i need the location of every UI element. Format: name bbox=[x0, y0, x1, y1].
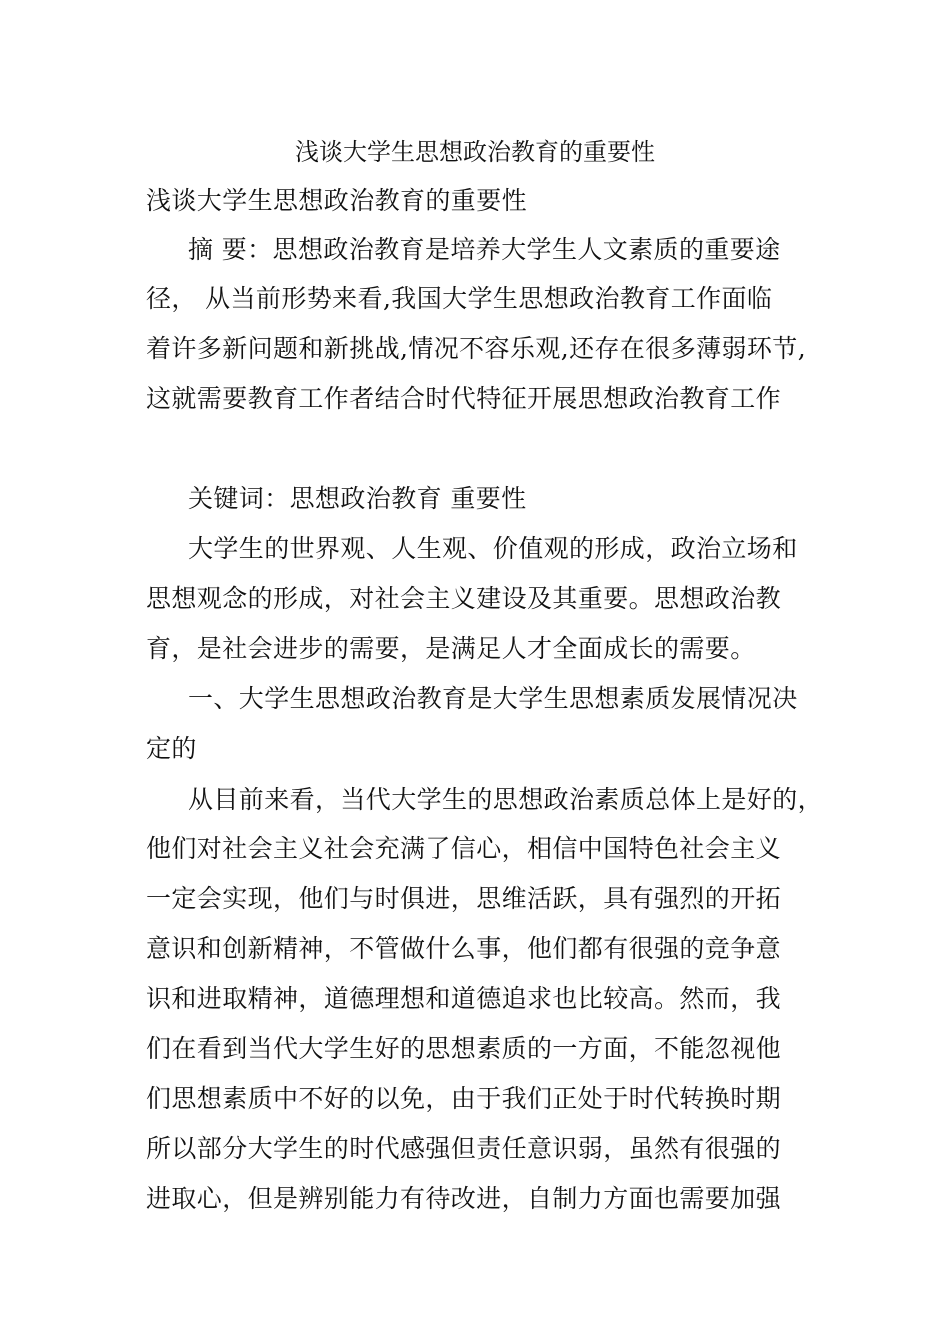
intro-line: 育，是社会进步的需要，是满足人才全面成长的需要。 bbox=[146, 634, 756, 663]
body-line: 进取心，但是辨别能力有待改进，自制力方面也需要加强 bbox=[146, 1184, 782, 1213]
document-title: 浅谈大学生思想政治教育的重要性 bbox=[295, 138, 655, 166]
section-heading-line: 一、大学生思想政治教育是大学生思想素质发展情况决 bbox=[188, 684, 798, 713]
body-line: 意识和创新精神，不管做什么事，他们都有很强的竞争意 bbox=[146, 934, 782, 963]
body-line: 一定会实现，他们与时俱进，思维活跃，具有强烈的开拓 bbox=[146, 884, 782, 913]
abstract-line: 这就需要教育工作者结合时代特征开展思想政治教育工作 bbox=[146, 384, 782, 413]
body-line: 识和进取精神，道德理想和道德追求也比较高。然而，我 bbox=[146, 984, 782, 1013]
abstract-line: 摘 要：思想政治教育是培养大学生人文素质的重要途 bbox=[188, 235, 781, 264]
body-line: 们在看到当代大学生好的思想素质的一方面，不能忽视他 bbox=[146, 1034, 782, 1063]
intro-line: 思想观念的形成，对社会主义建设及其重要。思想政治教 bbox=[146, 584, 782, 613]
body-line: 从目前来看，当代大学生的思想政治素质总体上是好的， bbox=[188, 785, 824, 814]
body-line: 他们对社会主义社会充满了信心，相信中国特色社会主义 bbox=[146, 834, 782, 863]
body-line: 们思想素质中不好的以免，由于我们正处于时代转换时期 bbox=[146, 1084, 782, 1113]
abstract-line: 径， 从当前形势来看,我国大学生思想政治教育工作面临 bbox=[146, 284, 773, 313]
abstract-line: 着许多新问题和新挑战,情况不容乐观,还存在很多薄弱环节, bbox=[146, 334, 807, 363]
intro-line: 大学生的世界观、人生观、价值观的形成，政治立场和 bbox=[188, 534, 798, 563]
keywords-line: 关键词：思想政治教育 重要性 bbox=[188, 484, 527, 513]
section-heading-line: 定的 bbox=[146, 734, 197, 763]
document-subtitle: 浅谈大学生思想政治教育的重要性 bbox=[146, 186, 528, 215]
body-line: 所以部分大学生的时代感强但责任意识弱，虽然有很强的 bbox=[146, 1134, 782, 1163]
